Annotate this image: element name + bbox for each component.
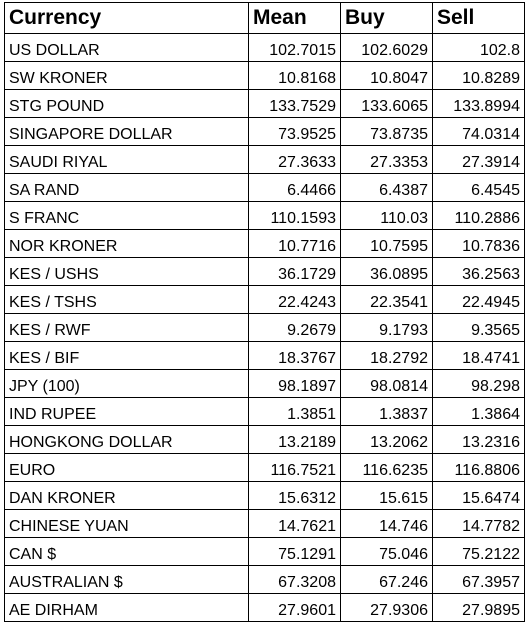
header-buy: Buy	[341, 3, 433, 34]
table-row	[5, 146, 525, 174]
buy-rate-cell: 67.246	[341, 566, 433, 594]
table-row	[5, 230, 525, 258]
sell-rate-cell: 1.3864	[433, 398, 525, 426]
mean-rate-cell: 67.3208	[249, 566, 341, 594]
mean-rate-cell: 102.7015	[249, 34, 341, 62]
table-row	[5, 594, 525, 622]
mean-rate-cell: 27.3633	[249, 146, 341, 174]
mean-rate-cell: 98.1897	[249, 370, 341, 398]
currency-name-cell: JPY (100)	[5, 370, 249, 398]
buy-rate-cell: 116.6235	[341, 454, 433, 482]
currency-name-cell: KES / USHS	[5, 258, 249, 286]
buy-rate-cell: 98.0814	[341, 370, 433, 398]
sell-rate-cell: 75.2122	[433, 538, 525, 566]
table-row	[5, 202, 525, 230]
table-body	[5, 34, 525, 622]
table-row	[5, 90, 525, 118]
mean-rate-cell: 15.6312	[249, 482, 341, 510]
table-row	[5, 370, 525, 398]
buy-rate-cell: 27.3353	[341, 146, 433, 174]
sell-rate-cell: 74.0314	[433, 118, 525, 146]
sell-rate-cell: 22.4945	[433, 286, 525, 314]
currency-name-cell: SINGAPORE DOLLAR	[5, 118, 249, 146]
buy-rate-cell: 73.8735	[341, 118, 433, 146]
table-row	[5, 258, 525, 286]
currency-name-cell: KES / TSHS	[5, 286, 249, 314]
buy-rate-cell: 13.2062	[341, 426, 433, 454]
sell-rate-cell: 27.3914	[433, 146, 525, 174]
currency-name-cell: SA RAND	[5, 174, 249, 202]
currency-name-cell: CHINESE YUAN	[5, 510, 249, 538]
mean-rate-cell: 6.4466	[249, 174, 341, 202]
sell-rate-cell: 15.6474	[433, 482, 525, 510]
buy-rate-cell: 36.0895	[341, 258, 433, 286]
currency-name-cell: STG POUND	[5, 90, 249, 118]
mean-rate-cell: 10.7716	[249, 230, 341, 258]
currency-name-cell: DAN KRONER	[5, 482, 249, 510]
table-row	[5, 342, 525, 370]
sell-rate-cell: 102.8	[433, 34, 525, 62]
mean-rate-cell: 73.9525	[249, 118, 341, 146]
mean-rate-cell: 14.7621	[249, 510, 341, 538]
currency-name-cell: KES / RWF	[5, 314, 249, 342]
table-row	[5, 482, 525, 510]
sell-rate-cell: 110.2886	[433, 202, 525, 230]
sell-rate-cell: 133.8994	[433, 90, 525, 118]
table-row	[5, 118, 525, 146]
buy-rate-cell: 27.9306	[341, 594, 433, 622]
table-row	[5, 34, 525, 62]
currency-name-cell: IND RUPEE	[5, 398, 249, 426]
table-row	[5, 538, 525, 566]
buy-rate-cell: 14.746	[341, 510, 433, 538]
mean-rate-cell: 75.1291	[249, 538, 341, 566]
currency-name-cell: NOR KRONER	[5, 230, 249, 258]
sell-rate-cell: 6.4545	[433, 174, 525, 202]
buy-rate-cell: 22.3541	[341, 286, 433, 314]
sell-rate-cell: 10.8289	[433, 62, 525, 90]
buy-rate-cell: 10.8047	[341, 62, 433, 90]
table-row	[5, 62, 525, 90]
mean-rate-cell: 1.3851	[249, 398, 341, 426]
buy-rate-cell: 18.2792	[341, 342, 433, 370]
mean-rate-cell: 18.3767	[249, 342, 341, 370]
buy-rate-cell: 6.4387	[341, 174, 433, 202]
mean-rate-cell: 22.4243	[249, 286, 341, 314]
header-mean: Mean	[249, 3, 341, 34]
mean-rate-cell: 9.2679	[249, 314, 341, 342]
table-row	[5, 426, 525, 454]
sell-rate-cell: 27.9895	[433, 594, 525, 622]
sell-rate-cell: 10.7836	[433, 230, 525, 258]
buy-rate-cell: 133.6065	[341, 90, 433, 118]
currency-name-cell: AUSTRALIAN $	[5, 566, 249, 594]
currency-name-cell: CAN $	[5, 538, 249, 566]
mean-rate-cell: 133.7529	[249, 90, 341, 118]
sell-rate-cell: 36.2563	[433, 258, 525, 286]
buy-rate-cell: 75.046	[341, 538, 433, 566]
currency-name-cell: S FRANC	[5, 202, 249, 230]
header-sell: Sell	[433, 3, 525, 34]
table-row	[5, 286, 525, 314]
currency-name-cell: HONGKONG DOLLAR	[5, 426, 249, 454]
exchange-rate-table	[4, 2, 525, 622]
currency-name-cell: US DOLLAR	[5, 34, 249, 62]
sell-rate-cell: 9.3565	[433, 314, 525, 342]
buy-rate-cell: 9.1793	[341, 314, 433, 342]
mean-rate-cell: 116.7521	[249, 454, 341, 482]
buy-rate-cell: 15.615	[341, 482, 433, 510]
header-currency: Currency	[5, 3, 249, 34]
mean-rate-cell: 13.2189	[249, 426, 341, 454]
sell-rate-cell: 116.8806	[433, 454, 525, 482]
currency-name-cell: AE DIRHAM	[5, 594, 249, 622]
buy-rate-cell: 110.03	[341, 202, 433, 230]
table-row	[5, 566, 525, 594]
currency-name-cell: SW KRONER	[5, 62, 249, 90]
table-row	[5, 454, 525, 482]
sell-rate-cell: 14.7782	[433, 510, 525, 538]
table-row	[5, 314, 525, 342]
buy-rate-cell: 102.6029	[341, 34, 433, 62]
mean-rate-cell: 27.9601	[249, 594, 341, 622]
currency-name-cell: SAUDI RIYAL	[5, 146, 249, 174]
sell-rate-cell: 67.3957	[433, 566, 525, 594]
mean-rate-cell: 36.1729	[249, 258, 341, 286]
table-row	[5, 174, 525, 202]
table-row	[5, 510, 525, 538]
currency-name-cell: EURO	[5, 454, 249, 482]
table-row	[5, 398, 525, 426]
buy-rate-cell: 1.3837	[341, 398, 433, 426]
mean-rate-cell: 110.1593	[249, 202, 341, 230]
header-row	[5, 3, 525, 34]
sell-rate-cell: 13.2316	[433, 426, 525, 454]
sell-rate-cell: 18.4741	[433, 342, 525, 370]
currency-name-cell: KES / BIF	[5, 342, 249, 370]
sell-rate-cell: 98.298	[433, 370, 525, 398]
mean-rate-cell: 10.8168	[249, 62, 341, 90]
buy-rate-cell: 10.7595	[341, 230, 433, 258]
